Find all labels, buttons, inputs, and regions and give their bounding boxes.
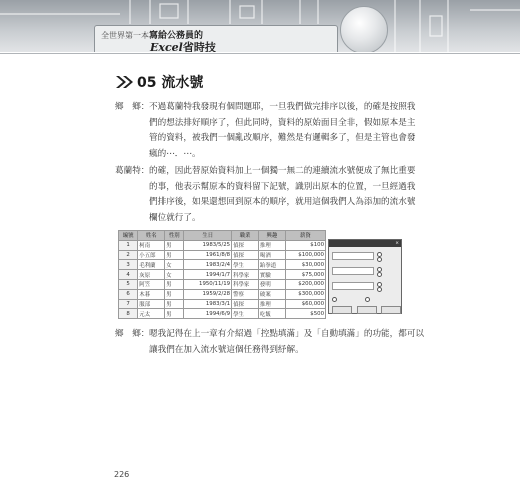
column-header: 職業 — [232, 231, 259, 241]
sort-key-select — [332, 282, 374, 290]
table-row: 7 服部 男 1983/3/1 偵探 推理 $60,000 — [119, 299, 326, 309]
dialog-titlebar — [329, 240, 401, 247]
table-row: 8 元太 男 1994/6/9 學生 吃飯 $500 — [119, 309, 326, 319]
column-header: 興趣 — [258, 231, 285, 241]
radio-icon — [377, 287, 382, 292]
dialog-button — [332, 306, 352, 314]
book-title-rest: 省時技 — [182, 41, 216, 52]
column-header: 性別 — [165, 231, 184, 241]
table-row: 6 木暮 男 1959/2/28 警察 破案 $300,000 — [119, 289, 326, 299]
header-divider — [0, 53, 520, 54]
dialog-button — [381, 306, 401, 314]
column-header: 編號 — [119, 231, 138, 241]
table-row: 2 小五郎 男 1961/8/8 偵探 喝酒 $100,000 — [119, 250, 326, 260]
table-header-row — [119, 231, 326, 241]
dialogue-text: 的確，因此替原始資料加上一個獨一無二的連續流水號便成了無比重要 的事，他表示幫原本的資料留下記號，識別出原本的位置，一旦經過我 們排序後，如果還想回到原本的順序，就用這個我們人為添加的流水號 欄位就行了。 — [149, 166, 416, 223]
radio-icon — [365, 297, 370, 302]
page-number: 226 — [114, 470, 130, 479]
column-header: 姓名 — [138, 231, 165, 241]
dialogue-text: 嗯我記得在上一章有介紹過「控點填滿」及「自動填滿」的功能，都可以 讓我們在加入流水號這個任務得到紓解。 — [149, 329, 425, 355]
book-subtitle-bold: 寫給公務員的 — [149, 31, 204, 41]
table-row: 1 柯南 男 1983/5/25 偵探 推理 $100 — [119, 240, 326, 250]
column-header: 薪資 — [285, 231, 325, 241]
section-title: 05 流水號 — [137, 75, 204, 91]
speaker-name: 葛蘭特： — [115, 166, 150, 176]
speaker-name: 鄉 鄉： — [115, 102, 150, 112]
speaker-name: 鄉 鄉： — [115, 329, 150, 339]
close-icon: × — [395, 241, 399, 246]
radio-icon — [332, 297, 337, 302]
page-header — [0, 0, 520, 52]
table-row: 5 阿笠 男 1950/11/19 科學家 發明 $200,000 — [119, 279, 326, 289]
table-row: 4 灰原 女 1994/1/7 科學家 實驗 $75,000 — [119, 270, 326, 280]
sort-key-select — [332, 267, 374, 275]
spreadsheet-table — [118, 230, 326, 319]
sort-dialog-thumbnail — [328, 239, 402, 314]
column-header: 生日 — [184, 231, 232, 241]
radio-icon — [377, 257, 382, 262]
sort-key-select — [332, 252, 374, 260]
radio-icon — [377, 272, 382, 277]
double-chevron-icon — [115, 75, 135, 89]
table-row: 3 毛利蘭 女 1983/2/4 學生 跆拳道 $30,000 — [119, 260, 326, 270]
dialogue-text: 不過葛蘭特我發現有個問題耶，一旦我們做完排序以後，的確是按照我 們的想法排好順序了，但此同時，資料的原始面目全非，假如原本是主 管的資料，被我們一個亂改順序，難然是有邏輯多了，但是主管也會發 瘋的⋯．⋯。 — [149, 102, 416, 159]
header-orb — [340, 6, 388, 52]
dialog-button — [357, 306, 377, 314]
book-title-banner — [94, 25, 338, 52]
book-title-excel: Excel — [150, 41, 183, 52]
book-subtitle-prefix: 全世界第一本 — [101, 31, 149, 40]
